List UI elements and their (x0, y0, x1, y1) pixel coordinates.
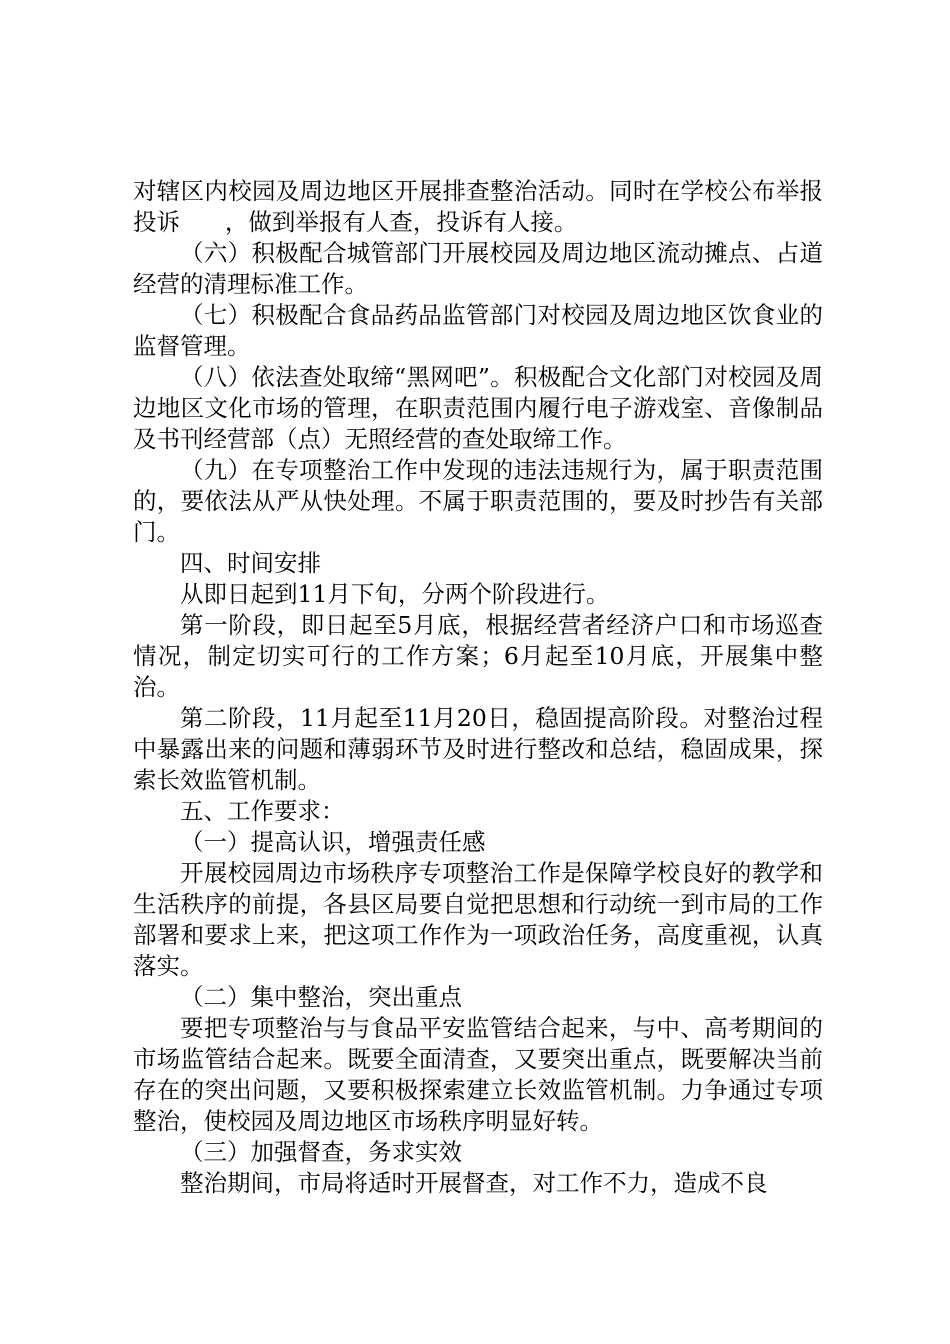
paragraph: 整治期间，市局将适时开展督查，对工作不力，造成不良 (180, 1169, 768, 1197)
paragraph: 第二阶段，11月起至11月20日，稳固提高阶段。对整治过程中暴露出来的问题和薄弱环节及时进行整改和总结，稳固成果，探索长效监管机制。 (133, 704, 823, 794)
paragraph: 对辖区内校园及周边地区开展排查整治活动。同时在学校公布举报投诉 ，做到举报有人查，投诉有人接。 (133, 177, 823, 236)
paragraph: （九）在专项整治工作中发现的违法违规行为，属于职责范围的，要依法从严从快处理。不属于职责范围的，要及时抄告有关部门。 (133, 456, 823, 546)
paragraph: 要把专项整治与与食品平安监管结合起来，与中、高考期间的市场监管结合起来。既要全面清查，又要突出重点，既要解决当前存在的突出问题，又要积极探索建立长效监管机制。力争通过专项整治，使校园及周边地区市场秩序明显好转。 (133, 1014, 823, 1135)
section-heading: 五、工作要求： (180, 797, 345, 825)
subsection-heading: （一）提高认识，增强责任感 (180, 828, 486, 856)
paragraph: 第一阶段，即日起至5月底，根据经营者经济户口和市场巡查情况，制定切实可行的工作方案；6月起至10月底，开展集中整治。 (133, 611, 823, 701)
document-body (133, 176, 823, 1199)
paragraph: 开展校园周边市场秩序专项整治工作是保障学校良好的教学和生活秩序的前提，各县区局要自觉把思想和行动统一到市局的工作部署和要求上来，把这项工作作为一项政治任务，高度重视，认真落实。 (133, 859, 823, 980)
paragraph: 从即日起到11月下旬，分两个阶段进行。 (180, 580, 610, 608)
section-heading: 四、时间安排 (180, 549, 321, 577)
paragraph: （六）积极配合城管部门开展校园及周边地区流动摊点、占道经营的清理标准工作。 (133, 239, 823, 298)
subsection-heading: （二）集中整治，突出重点 (180, 983, 462, 1011)
paragraph: （七）积极配合食品药品监管部门对校园及周边地区饮食业的监督管理。 (133, 301, 823, 360)
subsection-heading: （三）加强督查，务求实效 (180, 1138, 462, 1166)
paragraph: （八）依法查处取缔“黑网吧”。积极配合文化部门对校园及周边地区文化市场的管理，在职责范围内履行电子游戏室、音像制品及书刊经营部（点）无照经营的查处取缔工作。 (133, 363, 823, 453)
